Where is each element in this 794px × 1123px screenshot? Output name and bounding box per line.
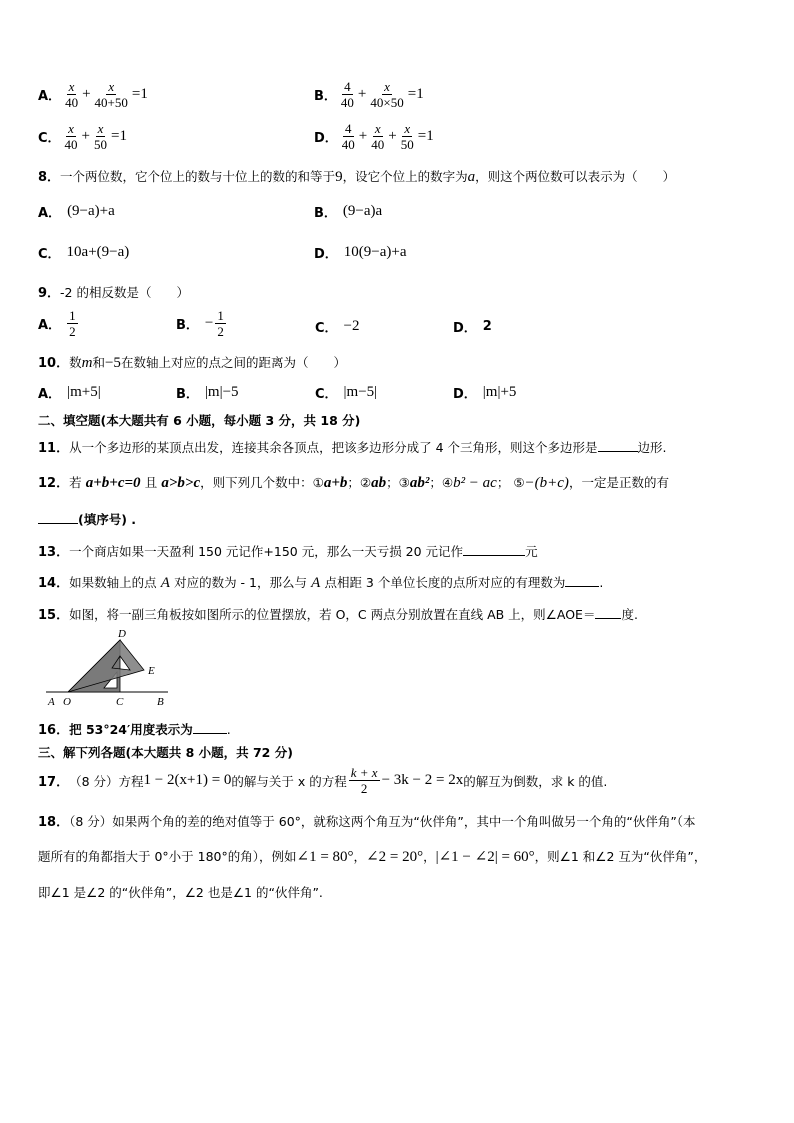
question-9: 9．-2 的相反数是（ ） [38, 285, 189, 301]
q10-option-b[interactable]: B． |m|−5 [176, 384, 239, 402]
question-10: 10．数m和−5在数轴上对应的点之间的距离为（ ） [38, 355, 346, 371]
label-b: B [157, 696, 164, 708]
q7-option-c[interactable]: C． $\frac{x}{40}$ + $\frac{x}{50}$ =1 [38, 121, 127, 152]
fraction: $\frac{4}{40}$ [341, 121, 355, 152]
question-17: 17． （8 分）方程 1 − 2(x+1) = 0 的解与关于 x 的方程 $\frac{k + x}{2}$ − 3k − 2 = 2x 的解互为倒数，求 k 的值. [38, 765, 608, 796]
question-18-line3: 即∠1 是∠2 的“伙伴角”，∠2 也是∠1 的“伙伴角”. [38, 885, 323, 900]
q10-option-d[interactable]: D． |m|+5 [453, 384, 517, 402]
answer-blank[interactable] [565, 586, 599, 587]
fraction: $\frac{1}{2}$ [69, 308, 76, 339]
q8-option-b[interactable]: B． (9−a)a [314, 203, 383, 221]
label-a: A [48, 696, 55, 708]
question-18: 18．（8 分）如果两个角的差的绝对值等于 60°，就称这两个角互为“伙伴角”，其中一个角叫做另一个角的“伙伴角”（本 [38, 814, 696, 830]
question-16: 16．把 53°24′用度表示为 . [38, 722, 231, 738]
fraction: $\frac{x}{50}$ [94, 121, 108, 152]
fraction: $\frac{4}{40}$ [340, 79, 354, 110]
question-12-line2: (填序号) . [38, 510, 136, 528]
fraction: $\frac{x}{40\times 50}$ [370, 79, 404, 110]
section-heading-fill-in: 二、填空题(本大题共有 6 小题，每小题 3 分，共 18 分) [38, 413, 361, 428]
answer-blank[interactable] [193, 733, 227, 734]
option-label: B． [314, 89, 337, 104]
option-label: C． [38, 131, 61, 146]
set-square-diagram [44, 628, 174, 708]
question-13: 13．一个商店如果一天盈利 150 元记作+150 元，那么一天亏损 20 元记作 元 [38, 544, 538, 560]
section-heading-solve: 三、解下列各题(本大题共 8 小题，共 72 分) [38, 745, 293, 760]
label-o: O [63, 696, 71, 708]
label-d: D [118, 628, 126, 640]
fraction: $\frac{k + x}{2}$ [350, 765, 378, 796]
q9-option-d[interactable]: D． 2 [453, 319, 492, 336]
answer-blank[interactable] [38, 523, 78, 524]
answer-blank[interactable] [595, 618, 621, 619]
fraction: $\frac{x}{40}$ [64, 121, 78, 152]
q8-option-a[interactable]: A． (9−a)+a [38, 203, 115, 221]
fraction: $\frac{x}{40+50}$ [94, 79, 128, 110]
option-label: A． [38, 89, 62, 104]
question-18-line2: 题所有的角都指大于 0°小于 180°的角），例如∠1 = 80°，∠2 = 20°，|∠1 − ∠2| = 60°，则∠1 和∠2 互为“伙伴角”， [38, 849, 707, 865]
q8-option-d[interactable]: D． 10(9−a)+a [314, 244, 407, 262]
q7-option-b[interactable]: B． $\frac{4}{40}$ + $\frac{x}{40\times 50}$ =1 [314, 79, 424, 110]
answer-blank[interactable] [463, 555, 525, 556]
triangle-figure [44, 628, 174, 708]
q10-option-a[interactable]: A． |m+5| [38, 384, 101, 402]
label-c: C [116, 696, 124, 708]
question-15: 15．如图，将一副三角板按如图所示的位置摆放，若 O，C 两点分别放置在直线 AB 上，则∠AOE＝ 度. [38, 607, 638, 623]
question-11: 11．从一个多边形的某顶点出发，连接其余各顶点，把该多边形分成了 4 个三角形，则这个多边形是 边形. [38, 440, 667, 456]
question-12: 12．若 a+b+c=0 且 a>b>c，则下列几个数中：①a+b；②ab；③ab²；④b² − ac； ⑤−(b+c)，一定是正数的有 [38, 475, 669, 491]
fraction: $\frac{x}{50}$ [400, 121, 414, 152]
fraction: $\frac{x}{40}$ [371, 121, 385, 152]
option-label: D． [314, 131, 338, 146]
question-8: 8．一个两位数，它个位上的数与十位上的数的和等于9，设它个位上的数字为a，则这个两位数可以表示为（ ） [38, 169, 676, 185]
q7-option-a[interactable]: A． $\frac{x}{40}$ + $\frac{x}{40+50}$ =1 [38, 79, 148, 110]
fraction: $\frac{1}{2}$ [217, 308, 224, 339]
question-14: 14．如果数轴上的点 A 对应的数为 - 1，那么与 A 点相距 3 个单位长度的点所对应的有理数为 . [38, 575, 604, 591]
answer-blank[interactable] [598, 451, 638, 452]
q9-option-a[interactable]: A． $\frac{1}{2}$ [38, 308, 76, 339]
q10-option-c[interactable]: C． |m−5| [315, 384, 378, 402]
q8-option-c[interactable]: C． 10a+(9−a) [38, 244, 130, 262]
q7-option-d[interactable]: D． $\frac{4}{40}$ + $\frac{x}{40}$ + $\frac{x}{50}$ =1 [314, 121, 434, 152]
label-e: E [148, 665, 155, 677]
q9-option-b[interactable]: B． − $\frac{1}{2}$ [176, 308, 224, 339]
q9-option-c[interactable]: C． −2 [315, 318, 360, 336]
fraction: $\frac{x}{40}$ [65, 79, 79, 110]
